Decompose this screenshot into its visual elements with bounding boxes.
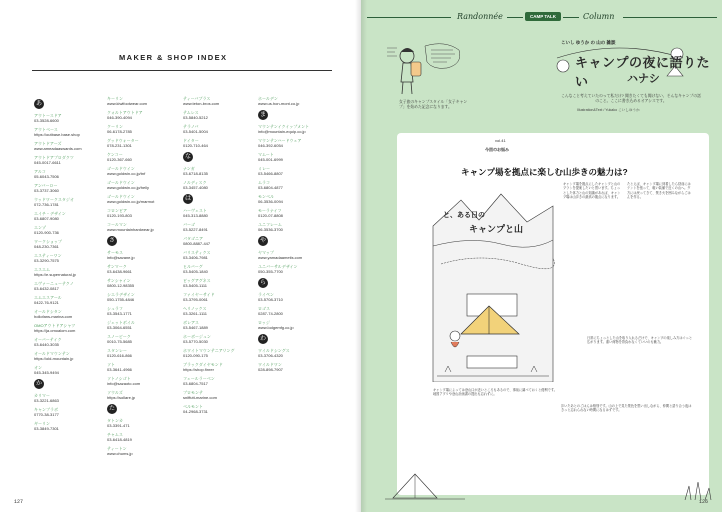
index-entry-contact: https://old-mountain.jp [34,356,74,361]
index-entry-name: ホワイトマウンテニアリング [183,348,235,353]
index-entry-name: ロッジ [258,320,270,325]
index-entry-name: ゴールドウイン [107,180,135,185]
index-entry [183,390,245,400]
index-entry-contact: info@mountain-equip.co.jp [258,129,306,134]
index-entry-name: ハーヴェスト [183,208,207,213]
index-kana-badge: ま [259,112,266,118]
index-entry-name: ゴールドウイン [107,166,135,171]
index-entry [183,334,245,344]
index-entry-contact: 03-6432-0817 [34,286,59,291]
index-entry [34,141,96,151]
index-entry-name: コロンビア [107,208,127,213]
index-entry-name: パタゴニア [183,236,203,241]
index-entry [107,432,169,442]
index-entry-contact: www.mountainhardwear.jp [107,227,154,232]
index-entry-name: ヘリノックス [183,306,207,311]
index-entry-contact: 03-6440-3035 [34,342,59,347]
index-entry [258,306,320,316]
index-entry [258,138,320,148]
body-text-2: たとえば、キャンプ場に到着したら昼前にはテントを張って、軽い装備で近くの山へ。夕方には戻ってきて、焚き火を囲みながらごはんを作る。 [627,182,691,200]
index-entry-contact: 0010-75-5685 [107,339,132,344]
header-rule-right [623,17,717,18]
index-entry-name: エヴァーニューテクノ [34,281,74,286]
index-entry-contact: www.teton-bros.com [183,101,220,106]
index-entry-name: ジェットボイル [107,320,135,325]
index-entry [107,306,169,316]
index-entry [107,264,169,274]
index-entry-contact: 048-230-7361 [34,244,59,249]
index-entry-name: コールマン [107,222,127,227]
title-divider [32,70,332,71]
index-entry-name: マムート [258,152,274,157]
index-entry-name: ティーバブラス [183,96,211,101]
index-entry [183,278,245,288]
author-credit: Illustration&Text / Yukako こいしゆうか [577,108,640,112]
index-entry-contact: www.goldwin.co.jp/tnf [107,171,146,176]
index-entry [107,390,169,400]
index-entry-contact: www.goldwin.co.jp/helly [107,185,150,190]
index-entry-contact: 04-2968-3731 [183,409,208,414]
index-entry-contact: www.goldwin.co.jp/marmot [107,199,155,204]
index-entry-contact: 03-3064-6551 [107,325,132,330]
index-entry [258,250,320,260]
index-entry [34,323,96,333]
index-entry [34,351,96,361]
index-kana-badge: あ [35,101,42,107]
index-entry [183,96,245,106]
index-entry-contact: 0422-76-9121 [34,300,59,305]
index-entry [34,183,96,193]
index-entry [258,222,320,232]
index-entry [107,418,169,428]
index-entry-name: アウトベース [34,127,58,132]
index-entry-name: バリスティクス [183,250,211,255]
index-entry [183,124,245,134]
index-kana-badge: わ [259,336,266,342]
index-entry-name: サーモス [107,250,123,255]
index-entry-name: ワイルドシングス [258,348,290,353]
index-entry-contact: 03-3528-6600 [34,118,59,123]
index-entry-contact: 03-5467-1889 [183,325,208,330]
index-entry-contact: 03-3391-471 [107,423,130,428]
index-entry-name: スタンレー [107,348,127,353]
index-entry-contact: 03-3706-4320 [258,353,283,358]
index-entry-contact: 0120-367-660 [107,157,132,162]
index-column-2 [107,96,169,460]
index-entry-name: ウッドワークスタジオ [34,197,74,202]
index-entry [183,208,245,218]
index-entry [183,166,245,176]
index-entry-name: キャンプラボ [34,407,58,412]
grass-illustration [679,478,719,500]
page-number-right: 126 [698,499,708,505]
index-entry-name: モーラナイフ [258,208,282,213]
index-entry [258,194,320,204]
camp-talk-column-page [361,0,722,512]
index-entry-contact: 0120-900-736 [34,230,59,235]
index-entry-name: マウンテンハードウェア [258,138,302,143]
index-entry [183,236,245,246]
logo-hanashi: ハナシ [627,73,660,85]
header-column: Column [583,12,615,21]
tent-illustration [385,470,465,500]
index-entry [183,138,245,148]
index-entry [183,306,245,316]
index-entry-contact: 050-355-7700 [258,269,283,274]
index-entry [34,309,96,319]
index-entry-contact: hollofans-marina.com [34,314,73,319]
index-entry-contact: 03-5401-5004 [183,129,208,134]
index-entry [34,407,96,417]
index-entry-name: ロゴス [258,306,270,311]
index-entry-contact: 028-898-7907 [258,367,283,372]
index-entry-name: ゴールドウイン [107,194,135,199]
index-entry [258,166,320,176]
index-entry-name: ギーリン [34,421,50,426]
logo-subtitle: こいし ゆうか の 山の 雑談 [561,40,616,45]
index-kana-badge: か [35,381,42,387]
index-entry-name: ワイルドワン [258,362,282,367]
index-column-4 [258,96,320,376]
index-entry [107,292,169,302]
index-entry [107,222,169,232]
index-entry [258,292,320,302]
index-entry [107,320,169,330]
index-entry [34,337,96,347]
index-entry [107,138,169,148]
index-entry-contact: 03-5227-8491 [183,227,208,232]
index-entry-name: サンシャイン [107,278,131,283]
index-entry-contact: 0770-38-3177 [34,412,59,417]
index-entry-contact: 0120-616-866 [107,353,132,358]
index-entry [183,362,245,372]
index-entry-name: オン [34,365,42,370]
index-entry [183,376,245,386]
index-entry-name: ボレアス [183,320,199,325]
index-entry-name: グッドウォーター [107,138,139,143]
index-entry-name: テラノバ [183,124,199,129]
index-entry-name: テムレス [183,110,199,115]
index-entry [183,404,245,414]
index-entry-name: オールドシタン [34,309,62,314]
index-entry-contact: 0800-12-98355 [107,283,135,288]
index-entry-contact: 045-001-6999 [258,157,283,162]
body-text-4: キャンプ場によっては登山口が近いところもあるので、事前に調べておくと便利です。地図アプリや登山計画書の提出も忘れずに。 [433,388,557,397]
index-entry-name: シュラフ [107,306,123,311]
index-entry-contact: 0120-090-175 [183,353,208,358]
index-entry-contact: 046-390-4094 [107,115,132,120]
index-entry-contact: 046-392-6054 [258,143,283,148]
index-entry-name: ファイヤーサイド [183,292,215,297]
index-entry [34,393,96,403]
index-entry-name: バーゴ [183,222,195,227]
index-entry [34,225,96,235]
index-entry [107,194,169,204]
index-entry [34,281,96,291]
index-entry [107,348,169,358]
index-entry-contact: https://outbase.base.shop [34,132,80,137]
index-entry [107,166,169,176]
index-entry-contact: 03-3261-1111 [183,311,208,316]
header-rule-left [367,17,451,18]
index-entry-contact: 03-6418-4819 [107,437,132,442]
index-entry-name: カリマー [34,393,50,398]
index-entry-name: ティートン [107,446,127,451]
index-kana-badge: は [184,196,191,202]
index-entry-contact: 045-313-8880 [183,213,208,218]
index-entry-contact: 050-1755-4846 [107,297,135,302]
index-entry-contact: 05-6043-7506 [34,174,59,179]
index-entry-contact: 03-6718-8135 [183,171,208,176]
index-entry-contact: 03-5770-5030 [183,339,208,344]
index-entry-name: ミレー [258,166,270,171]
index-kana-badge: た [108,406,115,412]
index-entry-contact: 03-6804-7517 [183,381,208,386]
index-entry-contact: 03-6438-9661 [107,269,132,274]
index-entry-name: ブラックダイヤモンド [183,362,223,367]
index-entry [183,264,245,274]
index-entry-contact: 03-3795-0061 [183,297,208,302]
index-entry [183,250,245,260]
index-entry-name: エンゾ [34,225,46,230]
index-entry-contact: 03-3221-6863 [34,398,59,403]
index-entry-name: ヤマップ [258,250,274,255]
index-entry-contact: sniffutt-marine.com [183,395,217,400]
index-entry-name: チャムス [107,432,123,437]
index-entry [258,124,320,134]
index-entry [183,110,245,120]
index-entry-contact: 03-3849-7301 [34,426,59,431]
article-question: キャンプ場を拠点に楽しむ山歩きの魅力は? [461,167,628,177]
index-entry-name: サンマーク [107,264,127,269]
index-entry-contact: 03-5405-1840 [183,269,208,274]
index-entry [258,152,320,162]
index-entry-name: ユニバーサルデザイン [258,264,298,269]
index-kana-badge: ら [259,280,266,286]
index-entry-name: クォルトアウトドア [107,110,143,115]
index-entry [107,278,169,288]
index-entry-contact: info@savane.jp [107,255,135,260]
index-entry-name: エイチ・デザイン [34,211,66,216]
hero-caption: 女子旅のキャンプスタイル「女子キャンプ」を始めた記念になります。 [399,100,468,109]
author-illustration [385,38,465,100]
index-entry [183,292,245,302]
index-kana-badge: な [184,154,191,160]
index-entry-contact: 045-345-9494 [34,370,59,375]
index-entry [107,362,169,372]
index-entry-contact: 03-5466-8807 [258,171,283,176]
index-entry-name: クーリン [107,124,123,129]
index-entry [34,127,96,137]
index-entry-name: ヒルバーグ [183,264,203,269]
index-entry-contact: 03-5405-1111 [183,283,208,288]
logo-title: キャンプの夜に語りたい [575,56,711,90]
index-entry-contact: 03-5708-3710 [258,297,283,302]
page-number-left: 127 [14,499,24,505]
index-entry [107,96,169,106]
index-entry [258,180,320,190]
index-entry [107,208,169,218]
index-entry-name: スノーピーク [107,334,131,339]
index-entry-contact: 06-3536-0094 [258,199,283,204]
index-entry-name: モンベル [258,194,274,199]
index-entry [183,320,245,330]
index-entry-name: キーリン [107,96,123,101]
index-entry-name: エスエム [34,267,50,272]
index-entry-contact: www.chums.jp [107,451,133,456]
intro-text: こんなこと考えていたのって私だけ? 聞きたくても聞けない、そんなキャンプの話のこと。ここに書き込めるオアシスです。 [561,94,701,104]
index-entry-name: アルコ [34,169,46,174]
index-entry-name: タトンカ [107,418,123,423]
header-randonnee: Randonnée [457,12,503,21]
index-entry-contact: 03-3290-7575 [34,258,59,263]
index-entry-name: アウトドアプロダクツ [34,155,74,160]
index-entry-name: プロモンテ [183,390,203,395]
index-entry-contact: https://ja.omoalom.com [34,328,76,333]
index-entry [34,267,96,277]
index-entry-contact: https://e.supernatural.jp [34,272,76,277]
index-entry-name: ソト [107,362,115,367]
index-entry-contact: 03-3543-1771 [107,311,132,316]
index-entry-contact: www.kiwifootwear.com [107,101,148,106]
index-entry-contact: www.lodgemfg.co.jp [258,325,294,330]
index-entry-name: ムラコ [258,180,270,185]
index-entry-contact: 0120-07-8808 [258,213,283,218]
index-entry-name: ユニフレーム [258,222,282,227]
illustration-title: と、ある日の [443,212,485,219]
index-entry-contact: 03-3457-4080 [183,185,208,190]
index-entry [107,446,169,456]
index-entry-name: アンバーロー [34,183,58,188]
index-entry-contact: 03-3641-4966 [107,367,132,372]
index-entry [34,253,96,263]
body-text-3: 日常にちょっとした山を取り入れるだけで、キャンプの楽しみ方はぐっと広がります。重い荷物を背負わなくていいのも魅力。 [587,336,693,345]
index-entry-contact: 03-3406-7981 [183,255,208,260]
index-column-1 [34,96,96,435]
index-entry-contact: 072-736-1781 [34,202,59,207]
index-entry-contact: https://shop.finrer [183,367,214,372]
index-entry [107,110,169,120]
index-entry-name: ホーボージュン [183,334,211,339]
index-entry [183,222,245,232]
index-entry-name: マウンテンイクイップメント [258,124,310,129]
index-entry-name: ベルモント [183,404,203,409]
index-entry-contact: 0800-8887-447 [183,241,211,246]
index-entry [107,180,169,190]
index-entry [258,348,320,358]
index-entry [183,348,245,358]
column-header [361,10,722,24]
index-entry [258,208,320,218]
index-entry [34,211,96,221]
index-title: MAKER & SHOP INDEX [119,53,228,62]
index-entry-name: ソトノシゴト [107,376,131,381]
index-entry-contact: 03-5840-5212 [183,115,208,120]
index-entry-name: ノルディスク [183,180,207,185]
index-entry-name: ドイター [183,138,199,143]
index-entry-name: オーバーテイク [34,337,62,342]
theme-label: 今回のお悩み [485,147,509,152]
index-entry-name: ナンガ [183,166,195,171]
index-entry-name: OMOアウトドアシャツ [34,323,76,328]
index-entry-name: アウトドアーズ [34,141,62,146]
index-entry-contact: https://sollare.jp [107,395,136,400]
index-entry [258,320,320,330]
index-entry-contact: 0287-74-2800 [258,311,283,316]
volume-label: vol.41 [495,138,506,143]
index-entry-name: エスティーワン [34,253,62,258]
body-text-5: 歩いたあとのごはんは格別です。山の上で見た景色を思い出しながら、仲間と語り合う夜はきっと忘れられない時間になるはずです。 [561,404,692,413]
index-kana-badge: や [259,238,266,244]
index-entry-contact: 03-6807-9080 [34,216,59,221]
camp-talk-badge: CAMP TALK [525,12,561,21]
index-entry [34,239,96,249]
index-entry [258,264,320,274]
index-entry-name: ライペン [258,292,274,297]
index-entry [107,152,169,162]
index-entry [34,169,96,179]
index-entry [107,250,169,260]
index-entry [183,180,245,190]
header-rule-mid2 [563,17,579,18]
index-entry [34,421,96,431]
index-entry-name: オールドマウンテン [34,351,70,356]
index-entry-contact: info@sazaoto.com [107,381,141,386]
index-entry [258,362,320,372]
index-entry-contact: 03-6804-4877 [258,185,283,190]
index-kana-badge: さ [108,238,115,244]
index-entry [258,96,320,106]
index-entry [34,113,96,123]
index-column-3 [183,96,245,418]
index-entry-name: ソウルズ [107,390,123,395]
header-rule-mid [507,17,523,18]
index-entry [107,376,169,386]
index-entry-contact: 03-3737-3060 [34,188,59,193]
body-text-1: キャンプ場を拠点にしたキャンプと山のプランを提案したいと思います。ちょっとした体力と山の知識があれば、キャンプ場は山歩きの最高の拠点になります。 [563,182,621,200]
index-entry-name: アウトースドア [34,113,62,118]
index-entry-name: ビッグアグネス [183,278,211,283]
index-entry [34,155,96,165]
index-entry-name: シエラデザイン [107,292,135,297]
index-entry-name: ワークショップ [34,239,62,244]
index-entry [107,124,169,134]
index-entry [34,295,96,305]
index-entry [107,334,169,344]
index-entry-name: エムエスアール [34,295,62,300]
index-entry [34,197,96,207]
index-entry-contact: www.ameadaaswards.com [34,146,82,151]
index-entry-name: ホールデン [258,96,278,101]
index-entry [34,365,96,375]
index-entry-name: フェールラーベン [183,376,215,381]
index-entry-contact: www.us.hon-mont.co.jp [258,101,300,106]
index-entry-contact: 0120-193-803 [107,213,132,218]
gutter-shadow [355,0,367,512]
index-entry-contact: www.yamadaametis.com [258,255,303,260]
index-entry-contact: 06-6178-2785 [107,129,132,134]
index-entry-contact: 078-231-1301 [107,143,132,148]
illustration-title-2: キャンプと山 [469,224,524,234]
index-entry-contact: 0120-710-464 [183,143,208,148]
index-entry-name: ケンコー [107,152,123,157]
index-entry-contact: 06-3536-3700 [258,227,283,232]
index-entry-contact: 045-0017-6611 [34,160,61,165]
